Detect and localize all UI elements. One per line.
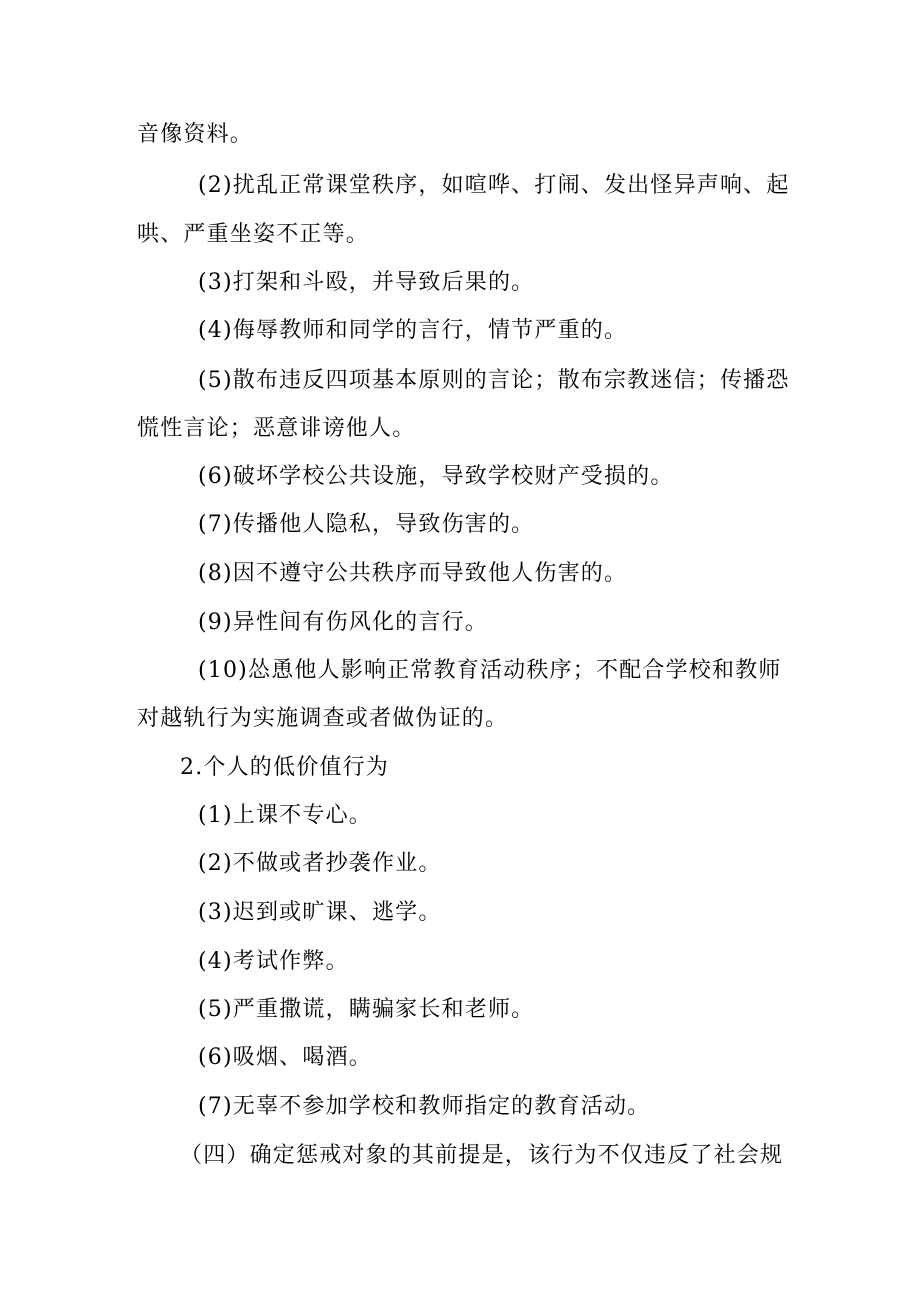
list-item-text: (3)打架和斗殴，并导致后果的。 [198, 270, 535, 295]
text-line: 哄、严重坐姿不正等。 [137, 222, 370, 247]
section-heading: 2.个人的低价值行为 [180, 755, 389, 780]
list-item-text: (3)迟到或旷课、逃学。 [198, 900, 442, 925]
list-item-text: (7)传播他人隐私，导致伤害的。 [198, 512, 535, 537]
list-item-text: (9)异性间有伤风化的言行。 [198, 610, 488, 635]
list-item-text: (4)考试作弊。 [198, 949, 349, 974]
section-heading: （四）确定惩戒对象的其前提是，该行为不仅违反了社会规 [180, 1143, 784, 1168]
list-item-text: (10)怂恿他人影响正常教育活动秩序；不配合学校和教师 [198, 658, 782, 683]
text-line: 慌性言论；恶意诽谤他人。 [137, 416, 416, 441]
list-item-text: (8)因不遵守公共秩序而导致他人伤害的。 [198, 561, 628, 586]
text-line: 音像资料。 [137, 122, 254, 147]
list-item-text: (5)散布违反四项基本原则的言论；散布宗教迷信；传播恐 [198, 368, 790, 393]
text-line: 对越轨行为实施调查或者做伪证的。 [137, 706, 509, 731]
list-item-text: (6)吸烟、喝酒。 [198, 1045, 372, 1070]
list-item-text: (5)严重撒谎，瞒骗家长和老师。 [198, 997, 535, 1022]
list-item-text: (7)无辜不参加学校和教师指定的教育活动。 [198, 1094, 651, 1119]
list-item-text: (6)破坏学校公共设施，导致学校财产受损的。 [198, 464, 674, 489]
list-item-text: (2)不做或者抄袭作业。 [198, 851, 442, 876]
list-item-text: (2)扰乱正常课堂秩序，如喧哗、打闹、发出怪异声响、起 [198, 173, 790, 198]
list-item-text: (1)上课不专心。 [198, 803, 372, 828]
list-item-text: (4)侮辱教师和同学的言行，情节严重的。 [198, 318, 628, 343]
